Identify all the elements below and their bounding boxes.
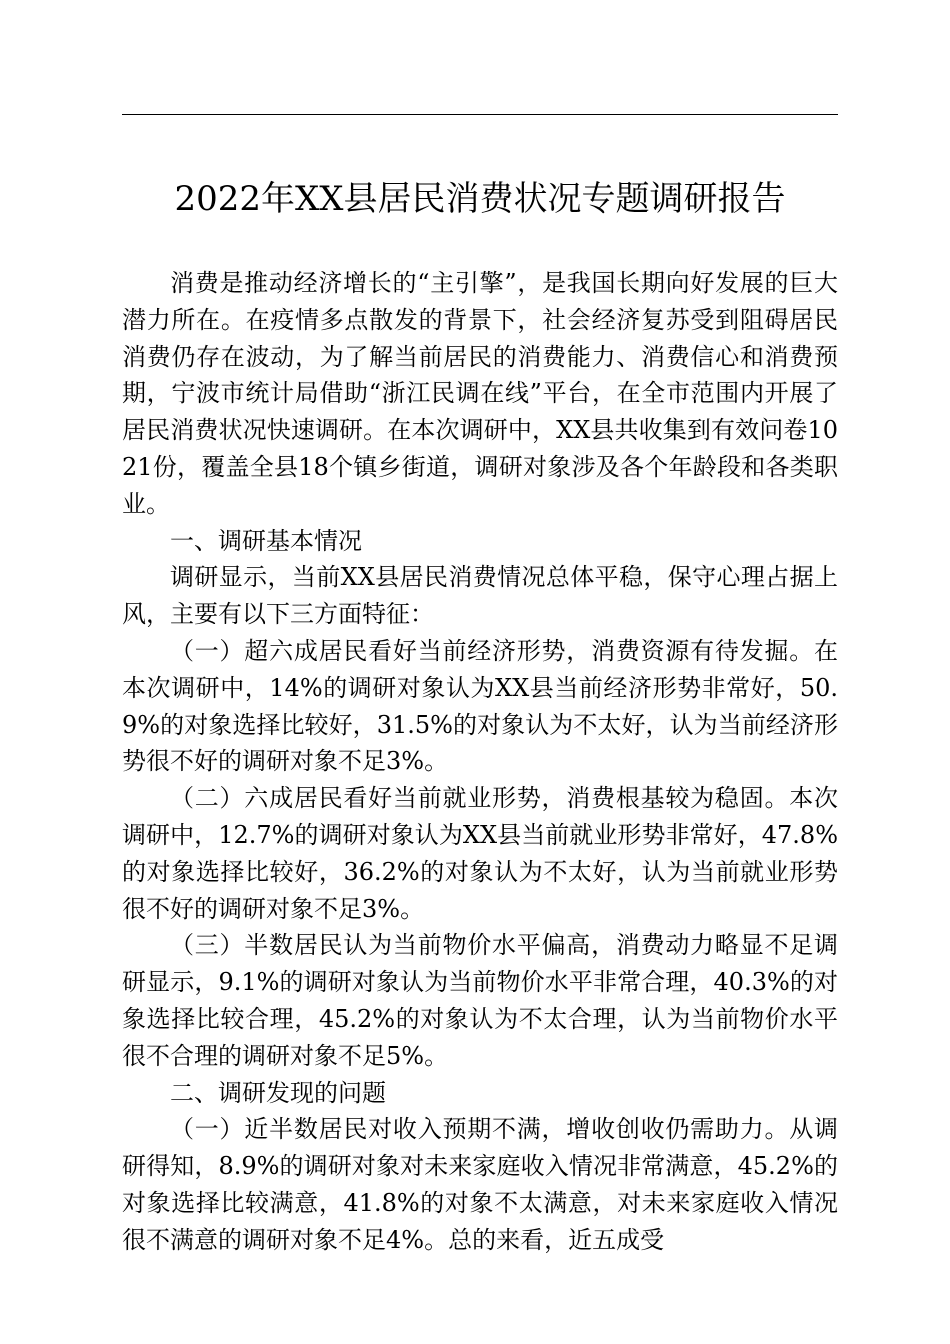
header-rule (122, 114, 838, 115)
document-body (122, 265, 838, 1259)
finding-1-1: （一）超六成居民看好当前经济形势，消费资源有待发掘。在本次调研中，14%的调研对象认为XX县当前经济形势非常好，50.9%的对象选择比较好，31.5%的对象认为不太好，认为当前经济形势很不好的调研对象不足3%。 (122, 636, 838, 776)
finding-1-2: （二）六成居民看好当前就业形势，消费根基较为稳固。本次调研中，12.7%的调研对象认为XX县当前就业形势非常好，47.8%的对象选择比较好，36.2%的对象认为不太好，认为当前就业形势很不好的调研对象不足3%。 (122, 784, 838, 923)
section-1-summary: 调研显示，当前XX县居民消费情况总体平稳，保守心理占据上风，主要有以下三方面特征： (122, 563, 838, 629)
problem-2-1: （一）近半数居民对收入预期不满，增收创收仍需助力。从调研得知，8.9%的调研对象对未来家庭收入情况非常满意，45.2%的对象选择比较满意，41.8%的对象不太满意，对未来家庭收入情况很不满意的调研对象不足4%。总的来看，近五成受 (122, 1115, 838, 1254)
section-heading-1: 一、调研基本情况 (170, 526, 362, 555)
intro-paragraph: 消费是推动经济增长的“主引擎”，是我国长期向好发展的巨大潜力所在。在疫情多点散发的背景下，社会经济复苏受到阻碍居民消费仍存在波动，为了解当前居民的消费能力、消费信心和消费预期，宁波市统计局借助“浙江民调在线”平台，在全市范围内开展了居民消费状况快速调研。在本次调研中，XX县共收集到有效问卷1021份，覆盖全县18个镇乡街道，调研对象涉及各个年龄段和各类职业。 (122, 269, 838, 518)
finding-1-3: （三）半数居民认为当前物价水平偏高，消费动力略显不足调研显示，9.1%的调研对象认为当前物价水平非常合理，40.3%的对象选择比较合理，45.2%的对象认为不太合理，认为当前物价水平很不合理的调研对象不足5%。 (122, 931, 838, 1070)
section-heading-2: 二、调研发现的问题 (170, 1078, 386, 1107)
document-title: 2022年XX县居民消费状况专题调研报告 (174, 179, 786, 219)
